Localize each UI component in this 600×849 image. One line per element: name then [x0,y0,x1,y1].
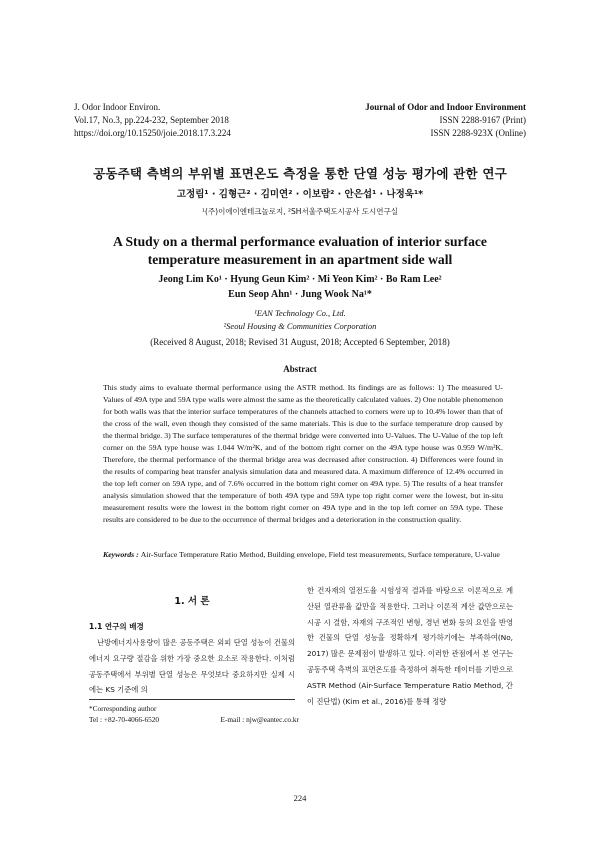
journal-issn-block [365,101,526,140]
footnote-tel: Tel : +82-70-4066-6520 [89,715,160,724]
journal-citation-block [74,101,231,140]
keywords-block [103,549,503,561]
keywords-text: Air-Surface Temperature Ratio Method, Building envelope, Field test measurements, Surface temperature, U-value [140,550,500,559]
body-column-left [89,593,295,698]
doi-link[interactable]: https://doi.org/10.15250/joie.2018.17.3.224 [74,128,231,138]
korean-affiliation: ¹(주)이에이엔테크놀로지, ²SH서울주택도시공사 도시연구실 [201,207,399,216]
affiliation-2: ²Seoul Housing & Communities Corporation [223,321,377,331]
english-affiliations [0,307,600,333]
korean-authors: 고정림¹ · 김형근² · 김미연² · 이보람² · 안은섭¹ · 나정욱¹* [176,189,424,200]
footnote [89,703,299,725]
english-title [60,233,540,269]
abstract-body: This study aims to evaluate thermal performance using the ASTR method. Its findings are as follows: 1) The measured U-Values of 49A type and 59A type walls were almost the same as the theoretically calculated values. 2) One notable phenomenon for both walls was that the interior surface temperatures of the channels attached to corners were up to 10.4% lower than that of the cross of the wall, even though they consisted of the same materials. This is due to the surface temperature drop caused by the thermal bridge. 3) The surface temperatures of the thermal bridge were converted into U-Values. The U-Value of the top left corner on the 59A type house was 1.044 W/m²K, and of the bottom right corner on the 49A type house was 0.959 W/m²K. Therefore, the thermal performance of the thermal bridge area was decreased after construction. 4) Differences were found in the results of comparing heat transfer analysis simulation data and measured data. A maximum difference of 12.4% occurred in the top left corner on 59A type, and of 7.6% occurred in the bottom right corner on 49A type. 5) The results of a heat transfer analysis simulation showed that the temperature of both 49A type and 59A type top right corner were the lowest, but in-situ measurement results were the lowest in the bottom right corner on 49A type and in the top left corner on 59A type. These results are considered to be due to the occurrence of thermal bridges and a deterioration in the construction quality. [103,383,503,524]
english-authors [60,272,540,302]
body-paragraph-right: 한 건자재의 열전도율 시험성적 결과를 바탕으로 이론적으로 계산된 열관류율 값만을 적용한다. 그러나 이론적 계산 값만으로는 시공 시 결함, 자재의 구조적인 변형, 경년 변화 등의 요인을 반영한 건물의 단열 성능을 정확하게 평가하기에는 부족하여(No, 2017) 많은 문제점이 발생하고 있다. 이러한 관점에서 본 연구는 공동주택 측벽의 표면온도를 측정하여 취득한 데이터를 기반으로 ASTR Method (Air-Surface Temperature Ratio Method, 간이 진단법) (Kim et al., 2016)를 통해 정량 [307,586,513,706]
english-authors-line-1: Jeong Lim Ko¹ · Hyung Geun Kim² · Mi Yeon Kim² · Bo Ram Lee² [158,274,442,285]
journal-name: Journal of Odor and Indoor Environment [365,102,526,112]
abstract-heading: Abstract [283,364,317,374]
english-title-line-1: A Study on a thermal performance evaluation of interior surface [113,234,487,249]
page-number: 224 [293,793,307,803]
keywords-label: Keywords : [103,550,139,559]
body-column-right [307,583,513,709]
affiliation-1: ¹EAN Technology Co., Ltd. [254,308,346,318]
volume-pages: Vol.17, No.3, pp.224-232, September 2018 [74,115,229,125]
english-title-line-2: temperature measurement in an apartment side wall [147,252,453,267]
issn-print: ISSN 2288-9167 (Print) [439,115,526,125]
subsection-title: 1.1 연구의 배경 [89,622,144,631]
footnote-email[interactable]: E-mail : njw@eantec.co.kr [220,715,299,724]
footnote-divider [89,699,295,700]
issn-online: ISSN 2288-923X (Online) [430,128,526,138]
journal-abbrev: J. Odor Indoor Environ. [74,102,161,112]
body-paragraph-left: 난방에너지사용량이 많은 공동주택은 외피 단열 성능이 건물의 에너지 요구량 절감을 위한 가장 중요한 요소로 작용한다. 이처럼 공동주택에서 부위별 단열 성능은 무엇보다 중요하지만 실제 시에는 KS 기준에 의 [89,638,295,695]
submission-dates: (Received 8 August, 2018; Revised 31 August, 2018; Accepted 6 September, 2018) [150,337,450,347]
korean-title: 공동주택 측벽의 부위별 표면온도 측정을 통한 단열 성능 평가에 관한 연구 [93,166,507,181]
section-title: 1. 서 론 [174,596,210,607]
corresponding-author-note: *Corresponding author [89,704,157,713]
english-authors-line-2: Eun Seop Ahn¹ · Jung Wook Na¹* [228,289,372,300]
